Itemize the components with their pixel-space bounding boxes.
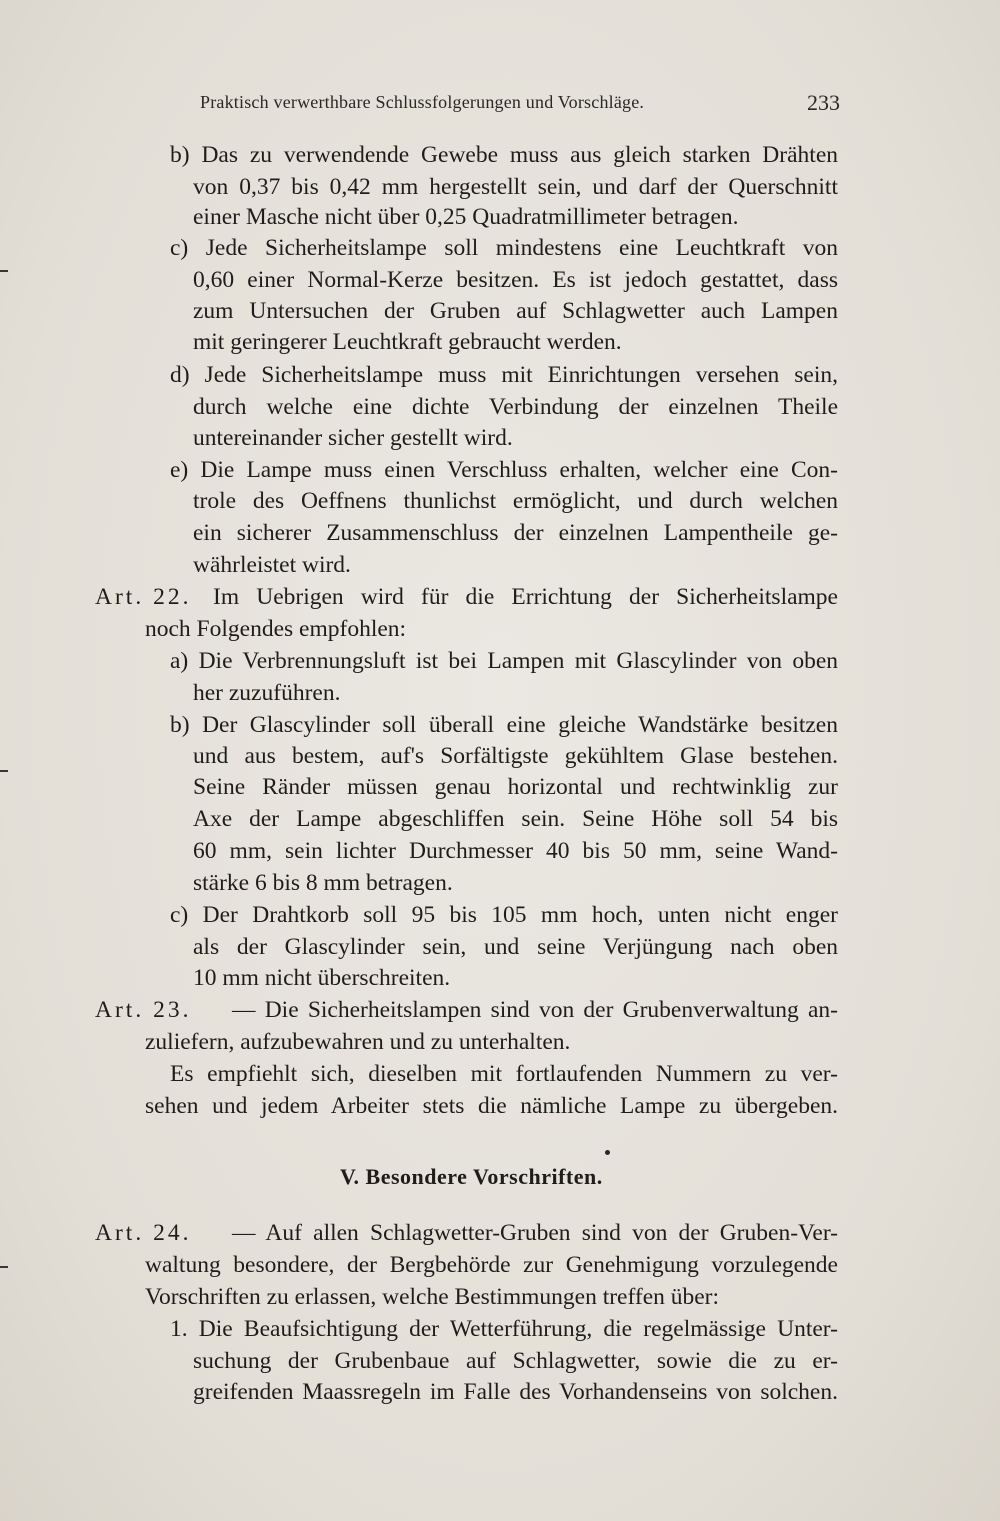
- text-line: 1. Die Beaufsichtigung der Wetterführung, die regelmässige Unter-: [170, 1316, 838, 1342]
- text-line: Im Uebrigen wird für die Errichtung der Sicherheitslampe: [213, 584, 838, 610]
- text-line: Seine Ränder müssen genau horizontal und rechtwinklig zur: [193, 774, 838, 800]
- text-line: — Auf allen Schlagwetter-Gruben sind von der Gruben-Ver-: [232, 1220, 838, 1246]
- text-line: ein sicherer Zusammenschluss der einzelnen Lampentheile ge-: [193, 520, 838, 546]
- text-line: c) Der Drahtkorb soll 95 bis 105 mm hoch, unten nicht enger: [170, 902, 838, 928]
- text-line: waltung besondere, der Bergbehörde zur Genehmigung vorzulegende: [145, 1252, 838, 1278]
- text-line: sehen und jedem Arbeiter stets die nämliche Lampe zu übergeben.: [145, 1093, 838, 1119]
- text-line: einer Masche nicht über 0,25 Quadratmillimeter betragen.: [193, 204, 739, 230]
- text-line: Vorschriften zu erlassen, welche Bestimmungen treffen über:: [145, 1284, 720, 1310]
- text-line: untereinander sicher gestellt wird.: [193, 425, 513, 451]
- text-line: als der Glascylinder sein, und seine Verjüngung nach oben: [193, 934, 838, 960]
- text-line: suchung der Grubenbaue auf Schlagwetter, sowie die zu er-: [193, 1348, 838, 1374]
- article-label-22: Art. 22.: [95, 584, 192, 610]
- text-line: noch Folgendes empfohlen:: [145, 616, 407, 642]
- text-line: trole des Oeffnens thunlichst ermöglicht, und durch welchen: [193, 488, 838, 514]
- section-heading: V. Besondere Vorschriften.: [340, 1164, 603, 1189]
- text-line: c) Jede Sicherheitslampe soll mindestens eine Leuchtkraft von: [170, 235, 838, 261]
- ink-dot: [605, 1150, 610, 1155]
- text-line: Es empfiehlt sich, dieselben mit fortlaufenden Nummern zu ver-: [170, 1061, 838, 1087]
- margin-mark: [0, 270, 8, 272]
- text-line: währleistet wird.: [193, 552, 351, 578]
- text-line: greifenden Maassregeln im Falle des Vorhandenseins von solchen.: [193, 1379, 838, 1405]
- text-line: stärke 6 bis 8 mm betragen.: [193, 870, 453, 896]
- text-line: a) Die Verbrennungsluft ist bei Lampen mit Glascylinder von oben: [170, 648, 838, 674]
- text-line: e) Die Lampe muss einen Verschluss erhalten, welcher eine Con-: [170, 457, 838, 483]
- page-number: 233: [807, 90, 840, 115]
- text-line: d) Jede Sicherheitslampe muss mit Einrichtungen versehen sein,: [170, 362, 838, 388]
- page-header: [200, 92, 840, 118]
- text-line: — Die Sicherheitslampen sind von der Grubenverwaltung an-: [232, 997, 838, 1023]
- text-line: 60 mm, sein lichter Durchmesser 40 bis 50 mm, seine Wand-: [193, 838, 838, 864]
- text-line: von 0,37 bis 0,42 mm hergestellt sein, und darf der Querschnitt: [193, 174, 838, 200]
- text-line: zum Untersuchen der Gruben auf Schlagwetter auch Lampen: [193, 298, 838, 324]
- running-head: Praktisch verwerthbare Schlussfolgerungen und Vorschläge.: [200, 92, 645, 112]
- margin-mark: [0, 770, 8, 772]
- margin-mark: [0, 1266, 8, 1268]
- article-label-24: Art. 24.: [95, 1220, 192, 1246]
- text-line: 0,60 einer Normal-Kerze besitzen. Es ist jedoch gestattet, dass: [193, 267, 838, 293]
- text-line: b) Der Glascylinder soll überall eine gleiche Wandstärke besitzen: [170, 712, 838, 738]
- text-line: mit geringerer Leuchtkraft gebraucht werden.: [193, 329, 622, 355]
- text-line: b) Das zu verwendende Gewebe muss aus gleich starken Drähten: [170, 142, 838, 168]
- text-line: her zuzuführen.: [193, 680, 341, 706]
- text-line: 10 mm nicht überschreiten.: [193, 965, 451, 991]
- text-line: Axe der Lampe abgeschliffen sein. Seine Höhe soll 54 bis: [193, 806, 838, 832]
- article-label-23: Art. 23.: [95, 997, 192, 1023]
- text-line: zuliefern, aufzubewahren und zu unterhalten.: [145, 1029, 571, 1055]
- text-line: und aus bestem, auf's Sorfältigste gekühltem Glase bestehen.: [193, 743, 838, 769]
- text-line: durch welche eine dichte Verbindung der einzelnen Theile: [193, 394, 838, 420]
